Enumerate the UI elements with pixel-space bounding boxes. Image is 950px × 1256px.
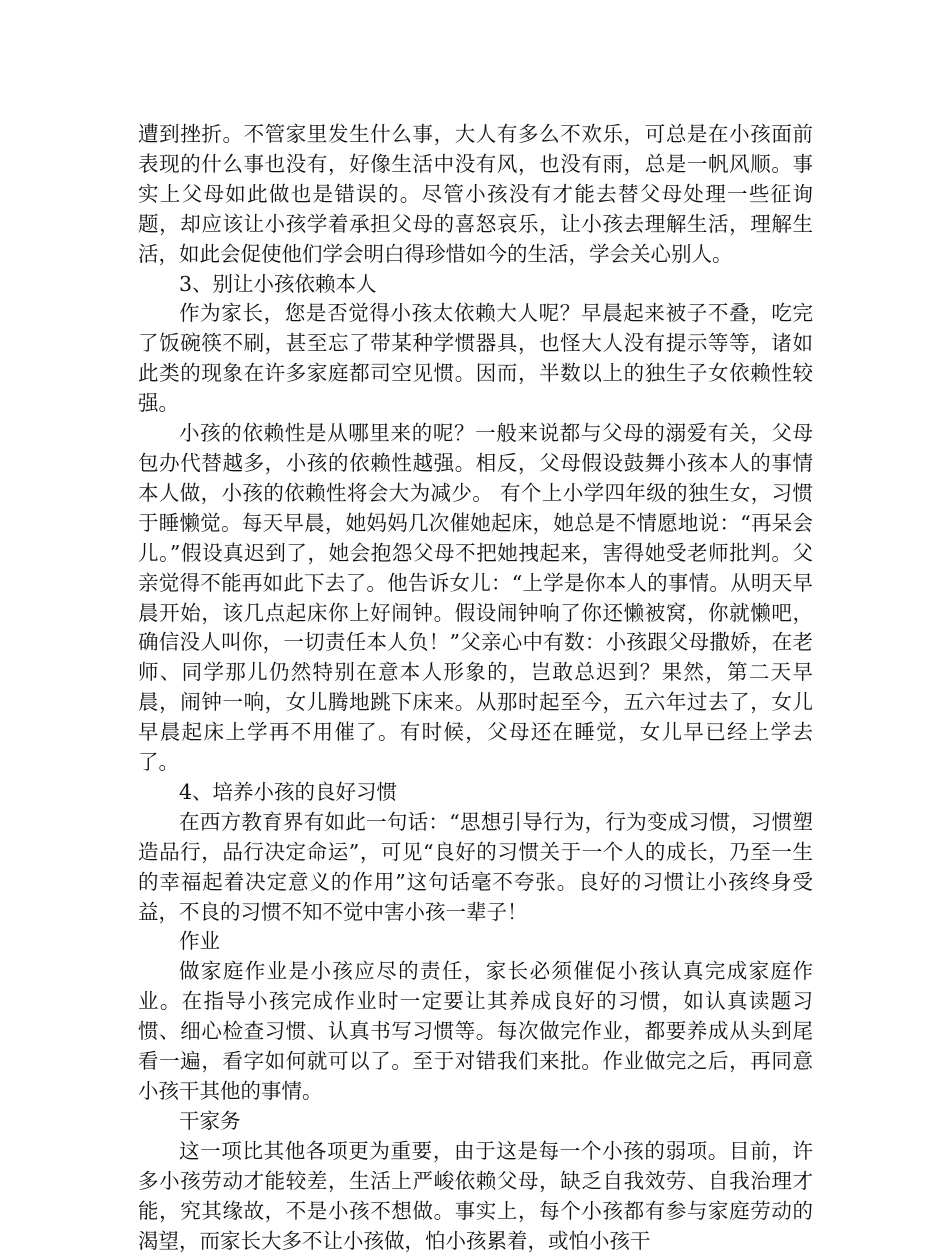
section-heading: 4、培养小孩的良好习惯 <box>179 779 398 804</box>
paragraph: 在西方教育界有如此一句话：“思想引导行为，行为变成习惯，习惯塑造品行，品行决定命运”，可见“良好的习惯关于一个人的成长，乃至一生的幸福起着决定意义的作用”这句话毫不夸张。良好的习惯让小孩终身受益，不良的习惯不知不觉中害小孩一辈子！ <box>138 809 813 924</box>
section-heading: 作业 <box>179 929 220 954</box>
section-heading: 3、别让小孩依赖本人 <box>179 271 377 296</box>
paragraph: 这一项比其他各项更为重要，由于这是每一个小孩的弱项。目前，许多小孩劳动才能较差，生活上严峻依赖父母，缺乏自我效劳、自我治理才能，究其缘故，不是小孩不想做。事实上，每个小孩都有参与家庭劳动的渴望，而家长大多不让小孩做，怕小孩累着，或怕小孩干 <box>138 1138 813 1253</box>
paragraph: 遭到挫折。不管家里发生什么事，大人有多么不欢乐，可总是在小孩面前表现的什么事也没有，好像生活中没有风，也没有雨，总是一帆风顺。事实上父母如此做也是错误的。尽管小孩没有才能去替父母处理一些征询题，却应该让小孩学着承担父母的喜怒哀乐，让小孩去理解生活，理解生活，如此会促使他们学会明白得珍惜如今的生活，学会关心别人。 <box>138 122 813 266</box>
section-heading: 干家务 <box>179 1108 241 1133</box>
paragraph: 作为家长，您是否觉得小孩太依赖大人呢？早晨起来被子不叠，吃完了饭碗筷不刷，甚至忘了带某种学惯器具，也怪大人没有提示等等，诸如此类的现象在许多家庭都司空见惯。因而，半数以上的独生子女依赖性较强。 <box>138 301 813 416</box>
paragraph: 做家庭作业是小孩应尽的责任，家长必须催促小孩认真完成家庭作业。在指导小孩完成作业时一定要让其养成良好的习惯，如认真读题习惯、细心检查习惯、认真书写习惯等。每次做完作业，都要养成从头到尾看一遍，看字如何就可以了。至于对错我们来批。作业做完之后，再同意小孩干其他的事情。 <box>138 959 813 1103</box>
paragraph: 小孩的依赖性是从哪里来的呢？一般来说都与父母的溺爱有关，父母包办代替越多，小孩的依赖性越强。相反，父母假设鼓舞小孩本人的事情本人做，小孩的依赖性将会大为减少。 有个上小学四年级的独生女，习惯于睡懒觉。每天早晨，她妈妈几次催她起床，她总是不情愿地说：“再呆会儿。”假设真迟到了，她会抱怨父母不把她拽起来，害得她受老师批判。父亲觉得不能再如此下去了。他告诉女儿：“上学是你本人的事情。从明天早晨开始，该几点起床你上好闹钟。假设闹钟响了你还懒被窝，你就懒吧，确信没人叫你，一切责任本人负！”父亲心中有数：小孩跟父母撒娇，在老师、同学那儿仍然特别在意本人形象的，岂敢总迟到？果然，第二天早晨，闹钟一响，女儿腾地跳下床来。从那时起至今，五六年过去了，女儿早晨起床上学再不用催了。有时候，父母还在睡觉，女儿早已经上学去了。 <box>138 421 813 775</box>
document-page <box>138 120 813 1256</box>
